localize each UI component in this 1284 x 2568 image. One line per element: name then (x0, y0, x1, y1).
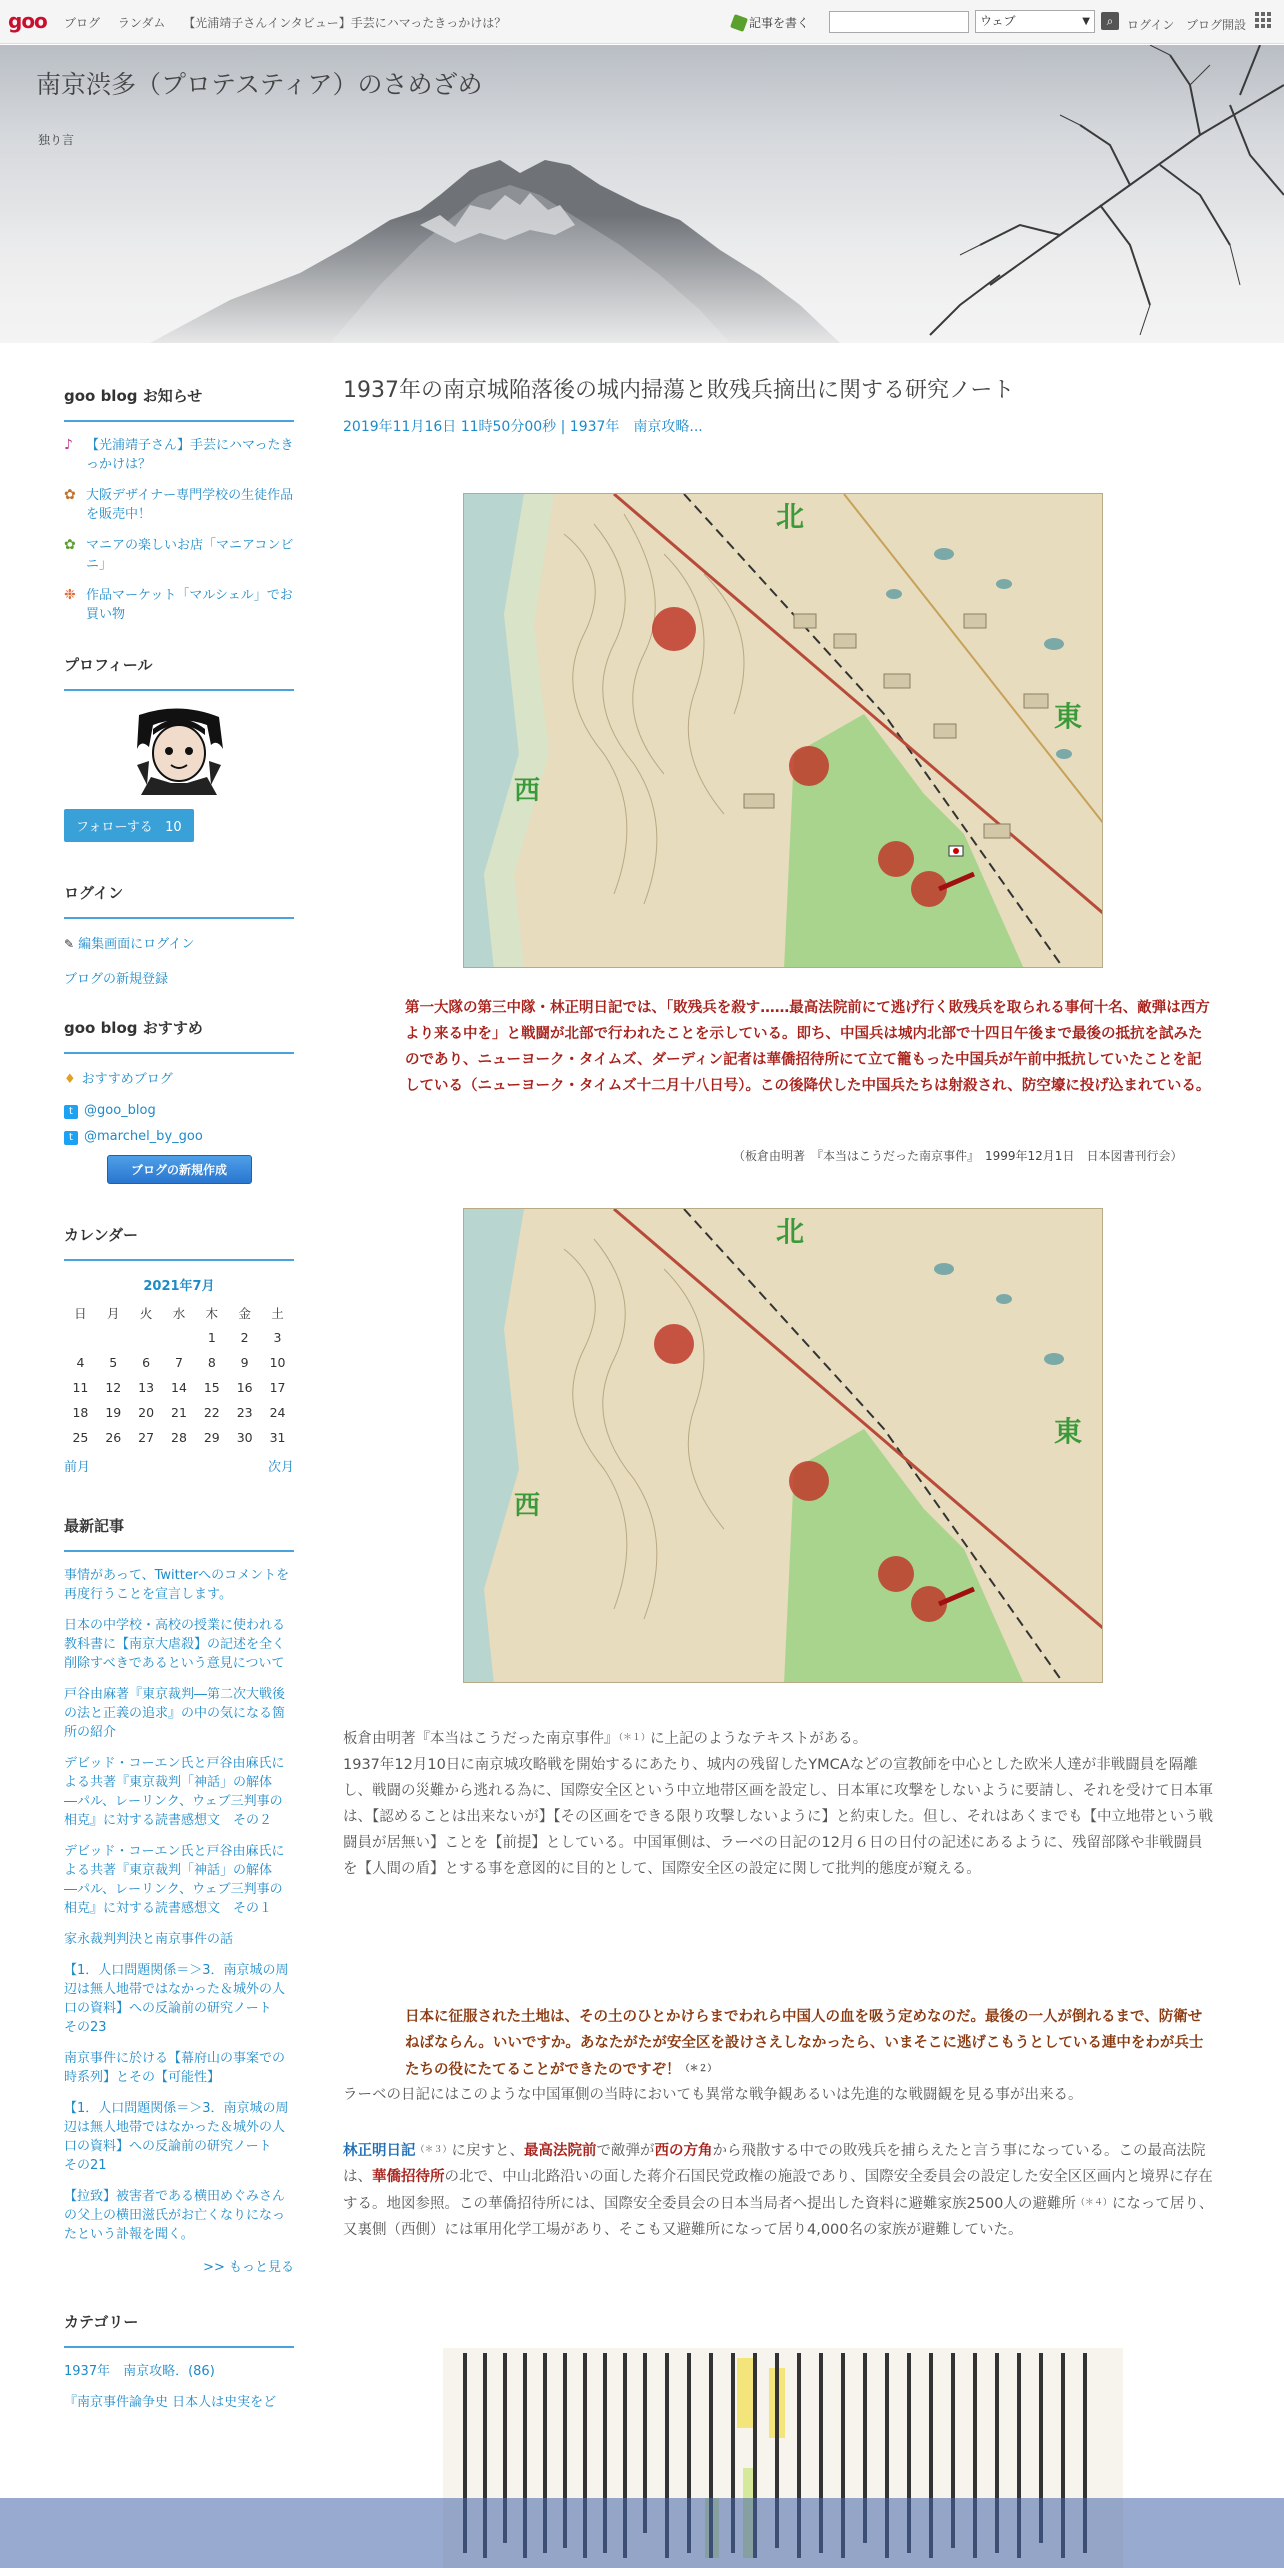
calendar-week (64, 1425, 294, 1450)
quote-chinese-general (405, 2004, 1211, 2083)
nav-blog[interactable]: ブログ (64, 16, 101, 30)
news-item[interactable] (64, 586, 294, 624)
citation: （板倉由明著 『本当はこうだった南京事件』 1999年12月1日 日本図書刊行会） (733, 1149, 1183, 1163)
create-blog-button[interactable]: ブログの新規作成 (107, 1155, 252, 1184)
calendar-day: 27 (138, 1430, 155, 1445)
calendar-day: 30 (236, 1430, 253, 1445)
paragraph-text: に戻すと、 (451, 2143, 525, 2159)
calendar-next-link[interactable]: 次月 (267, 1460, 294, 1475)
search-scope-select[interactable] (975, 10, 1095, 33)
global-nav (64, 14, 520, 31)
post-date: 2019年11月16日 11時50分00秒 (343, 419, 557, 435)
calendar-day: 24 (269, 1405, 286, 1420)
profile-heading: プロフィール (64, 654, 294, 691)
calendar-day: 26 (105, 1430, 122, 1445)
calendar-week (64, 1375, 294, 1400)
edit-login-link[interactable] (64, 933, 294, 952)
weekday-label: 日 (74, 1305, 87, 1321)
recent-post-link[interactable]: 戸谷由麻著『東京裁判―第二次大戦後の法と正義の追求』の中の気になる箇所の紹介 (64, 1687, 286, 1740)
paragraph-text: に上記のようなテキストがある。 (650, 1731, 868, 1747)
calendar-day: 11 (72, 1380, 89, 1395)
news-item-text[interactable]: 大阪デザイナー専門学校の生徒作品を販売中！ (86, 488, 294, 522)
calendar-day: 4 (76, 1355, 85, 1370)
chevron-down-icon: ▼ (1082, 16, 1090, 27)
article (343, 376, 1213, 436)
blog-description: 独り言 (38, 133, 75, 147)
map-drawing (464, 494, 1103, 968)
news-item-text[interactable]: 作品マーケット「マルシェル」でお買い物 (86, 588, 293, 622)
login-heading: ログイン (64, 882, 294, 919)
apps-grid-icon[interactable] (1255, 12, 1271, 28)
recent-post-link[interactable]: デビッド・コーエン氏と戸谷由麻氏による共著『東京裁判「神話」の解体 ―パル、レーリンク、ウェブ三判事の相克』に対する読書感想文 その２ (64, 1756, 286, 1828)
recommend-blog-label: おすすめブログ (81, 1072, 173, 1087)
calendar-day: 20 (138, 1405, 155, 1420)
recent-heading: 最新記事 (64, 1515, 294, 1552)
calendar-day: 12 (105, 1380, 122, 1395)
place-overseas-chinese-hostel: 華僑招待所 (372, 2169, 445, 2185)
recent-post-link[interactable]: 日本の中学校・高校の授業に使われる教科書に【南京大虐殺】の記述を全く削除すべきであるという意見について (64, 1618, 286, 1671)
sidebar (64, 385, 294, 2424)
calendar-day: 15 (203, 1380, 220, 1395)
weekday-label: 火 (139, 1305, 153, 1321)
recent-post-link[interactable]: 【拉致】被害者である横田めぐみさんの父上の横田滋氏がお亡くなりになったという訃報を聞く。 (64, 2189, 286, 2242)
write-post-link[interactable] (732, 14, 809, 31)
calendar-day: 31 (269, 1430, 286, 1445)
twitter-handle: @marchel_by_goo (84, 1129, 203, 1144)
recent-post-link[interactable]: デビッド・コーエン氏と戸谷由麻氏による共著『東京裁判「神話」の解体 ―パル、レーリンク、ウェブ三判事の相克』に対する読書感想文 その１ (64, 1844, 286, 1916)
follower-count: 10 (165, 820, 182, 835)
follow-button[interactable] (64, 809, 194, 842)
profile-avatar[interactable] (131, 705, 227, 795)
book-reference: 板倉由明著『本当はこうだった南京事件』 (343, 1731, 619, 1747)
calendar-week (64, 1350, 294, 1375)
post-meta (343, 416, 1213, 436)
write-post-label: 記事を書く (749, 16, 810, 30)
new-blog-register-link[interactable]: ブログの新規登録 (64, 972, 169, 987)
search-button[interactable] (1101, 12, 1119, 30)
north-label: 北 (776, 1215, 805, 1248)
weekday-label: 金 (238, 1305, 251, 1321)
calendar-day: 13 (138, 1380, 155, 1395)
north-label: 北 (776, 500, 805, 533)
news-item[interactable] (64, 486, 294, 524)
pen-icon (730, 14, 748, 32)
calendar-week (64, 1400, 294, 1425)
calendar-day: 28 (171, 1430, 187, 1445)
open-blog-link[interactable]: ブログ開設 (1186, 18, 1247, 32)
nav-featured[interactable]: 【光浦靖子さんインタビュー】手芸にハマったきっかけは？ (183, 16, 507, 30)
weekday-label: 月 (107, 1305, 120, 1321)
west-label: 西 (514, 776, 541, 806)
calendar-day: 8 (207, 1355, 216, 1370)
blog-title[interactable]: 南京渋多（プロテスティア）のさめざめ (36, 70, 483, 99)
twitter-link-goo-blog[interactable] (64, 1103, 294, 1119)
news-heading: goo blog お知らせ (64, 385, 294, 422)
twitter-icon: t (64, 1105, 78, 1119)
search-scope-value: ウェブ (980, 14, 1016, 28)
news-item-text[interactable]: マニアの楽しいお店「マニアコンビニ」 (86, 538, 294, 572)
calendar-prev-link[interactable]: 前月 (64, 1460, 91, 1475)
paragraph-analysis (343, 2137, 1215, 2243)
calendar-table (64, 1300, 294, 1450)
map-drawing (464, 1209, 1103, 1683)
calendar-day: 14 (171, 1380, 187, 1395)
recent-post-link[interactable]: 【1．人口問題関係＝＞3．南京城の周辺は無人地帯ではなかった＆城外の人口の資料】への反論前の研究ノート その21 (64, 2101, 289, 2173)
calendar-day (64, 1325, 97, 1350)
calendar-day: 6 (142, 1355, 151, 1370)
blog-header-banner (0, 45, 1284, 343)
calendar-nav (64, 1456, 294, 1475)
paragraph-text: で敵弾が (596, 2143, 655, 2159)
calendar-day: 29 (203, 1430, 220, 1445)
calendar-day: 10 (269, 1355, 286, 1370)
calendar-day: 7 (174, 1355, 183, 1370)
calendar-day: 5 (109, 1355, 118, 1370)
calendar-day: 18 (72, 1405, 89, 1420)
calendar-day (163, 1325, 196, 1350)
news-item-text[interactable]: 【光浦靖子さん】手芸にハマったきっかけは？ (86, 438, 294, 472)
calendar-day (130, 1325, 163, 1350)
news-item[interactable] (64, 536, 294, 574)
calendar-day: 19 (105, 1405, 122, 1420)
footnote-marker[interactable]: （＊３） (415, 2145, 452, 2155)
login-link[interactable]: ログイン (1127, 18, 1175, 32)
meta-separator: | (560, 419, 566, 435)
recommend-heading: goo blog おすすめ (64, 1017, 294, 1054)
calendar-month: 2021年7月 (143, 1279, 215, 1294)
paragraph-text: の北で、中山北路沿いの面した蒋介石国民党政権の施設であり、国際安全委員会の設定した安全区区画内と境界に存在する。地図参照。この華僑招待所には、国際安全委員会の日本当局者へ提出した資料に避難家族2500人の避難所 (343, 2169, 1213, 2212)
bottom-overlay (0, 2498, 1284, 2568)
category-heading: カテゴリー (64, 2311, 294, 2348)
calendar-day: 22 (203, 1405, 220, 1420)
flower-icon: ❉ (64, 587, 76, 603)
pencil-icon: ✎ (64, 937, 75, 951)
footnote-marker[interactable]: （＊４） (1075, 2198, 1112, 2208)
west-label: 西 (514, 1491, 541, 1521)
twitter-link-marchel[interactable] (64, 1129, 294, 1145)
twitter-handle: @goo_blog (84, 1103, 156, 1118)
calendar-day: 21 (171, 1405, 187, 1420)
paragraph-text: から飛散する中での敗残兵を捕らえたと言う事になっている。この最高法院は、 (343, 2143, 1206, 2185)
weekday-label: 木 (205, 1305, 219, 1321)
paragraph-text: になって居り、又裏側（西側）には軍用化学工場があり、そこも又避難所になって居り4,000名の家族が避難していた。 (343, 2196, 1214, 2238)
bulb-icon: ♦ (64, 1072, 76, 1087)
calendar-day: 16 (236, 1380, 253, 1395)
calendar-week (64, 1325, 294, 1350)
east-label: 東 (1054, 1415, 1083, 1448)
quote-text: 日本に征服された土地は、その土のひとかけらまでわれら中国人の血を吸う定めなのだ。最後の一人が倒れるまで、防衛せねばならん。いいですか。あなたがたが安全区を設けさえしなかったら、いまそこに逃げこもうとしている連中をわが兵士たちの役にたてることができたのですぞ！ (405, 2009, 1204, 2078)
calendar-day: 1 (207, 1330, 216, 1345)
more-recent-link[interactable]: >> もっと見る (203, 2260, 294, 2275)
diary-name: 林正明日記 (343, 2143, 416, 2159)
post-category-link[interactable]: 1937年 南京攻略... (569, 419, 703, 435)
footnote-marker[interactable]: （＊１） (618, 1733, 651, 1743)
news-item[interactable] (64, 436, 294, 474)
twitter-icon: t (64, 1131, 78, 1145)
weekday-label: 土 (271, 1305, 284, 1321)
music-note-icon: ♪ (64, 437, 73, 453)
post-title[interactable]: 1937年の南京城陥落後の城内掃蕩と敗残兵摘出に関する研究ノート (343, 378, 1015, 403)
nanjing-map-image-2 (463, 1208, 1103, 1683)
edit-login-label: 編集画面にログイン (78, 937, 195, 952)
footnote-marker[interactable]: （＊２） (680, 2064, 717, 2074)
search-input[interactable] (829, 11, 969, 33)
category-link[interactable]: 1937年 南京攻略．(86) (64, 2364, 215, 2379)
recent-post-link[interactable]: 【1．人口問題関係＝＞3．南京城の周辺は無人地帯ではなかった＆城外の人口の資料】への反論前の研究ノート その23 (64, 1963, 289, 2035)
search-icon: ⌕ (1106, 14, 1114, 28)
calendar-day: 9 (240, 1355, 249, 1370)
follow-label: フォローする (76, 820, 153, 835)
category-link[interactable]: 『南京事件論争史 日本人は史実をど (64, 2395, 277, 2410)
calendar-heading: カレンダー (64, 1224, 294, 1261)
calendar-day: 2 (240, 1330, 249, 1345)
nav-random[interactable]: ランダム (117, 16, 166, 30)
east-label: 東 (1054, 700, 1083, 733)
leaf-icon: ✿ (64, 537, 76, 553)
calendar-day: 25 (72, 1430, 89, 1445)
recent-post-link[interactable]: 南京事件に於ける【幕府山の事案での時系列】とその【可能性】 (64, 2051, 286, 2085)
calendar-day: 17 (269, 1380, 286, 1395)
goo-logo[interactable]: goo (8, 9, 47, 33)
recent-post-link[interactable]: 家永裁判判決と南京事件の話 (64, 1932, 234, 1947)
recommend-blog-link[interactable] (64, 1068, 294, 1087)
recent-post-link[interactable]: 事情があって、Twitterへのコメントを再度行うことを宣言します。 (64, 1568, 290, 1602)
direction-west: 西の方角 (654, 2143, 713, 2159)
nanjing-map-image (463, 493, 1103, 968)
calendar-day (97, 1325, 130, 1350)
quote-itakura: 第一大隊の第三中隊・林正明日記では、「敗残兵を殺す……最高法院前にて逃げ行く敗残兵を取られる事何十名、敵弾は西方より来る中を」と戦闘が北部で行われたことを示している。即ち、中国兵は城内北部で十四日午後まで最後の抵抗を試みたのであり、ニューヨーク・タイムズ、ダーディン記者は華僑招待所にて立て籠もった中国兵が午前中抵抗していたことを記している（ニューヨーク・タイムズ十二月十八日号）。この後降伏した中国兵たちは射殺され、防空壕に投げ込まれている。 (405, 1000, 1211, 1094)
paragraph-intro (343, 1725, 1215, 1882)
weekday-label: 水 (172, 1305, 186, 1321)
calendar-day: 3 (273, 1330, 282, 1345)
paragraph-rabe: ラーベの日記にはこのような中国軍側の当時においても異常な戦争観あるいは先進的な戦闘観を見る事が出来る。 (343, 2087, 1083, 2103)
calendar-day: 23 (236, 1405, 253, 1420)
face-icon: ✿ (64, 487, 76, 503)
place-supreme-court: 最高法院前 (524, 2143, 597, 2159)
global-header (0, 0, 1284, 44)
paragraph-text: 1937年12月10日に南京城攻略戦を開始するにあたり、城内の残留したYMCAなどの宣教師を中心とした欧米人達が非戦闘員を隔離し、戦闘の災難から逃れる為に、国際安全区という中立地帯区画を設定し、日本軍に攻撃をしないように要請し、それを受けて日本軍は、【認めることは出来ないが】【その区画をできる限り攻撃しないように】と約束した。但し、それはあくまでも【中立地帯という戦闘員が居無い】ことを【前提】としている。中国軍側は、ラーベの日記の12月６日の日付の記述にあるように、残留部隊や非戦闘員を【人間の盾】とする事を意図的に目的として、国際安全区の設定に関して批判的態度が窺える。 (343, 1757, 1213, 1877)
